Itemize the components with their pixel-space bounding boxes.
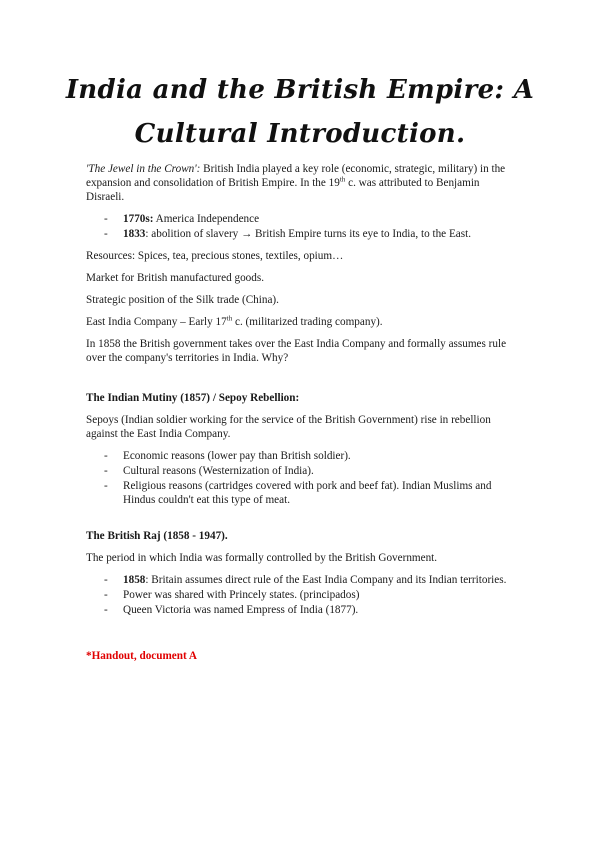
date-label: 1833 (123, 228, 146, 240)
list-item (86, 212, 516, 226)
list-item (86, 227, 516, 241)
title-line-2: Cultural Introduction. (134, 119, 466, 149)
strategic-paragraph: Strategic position of the Silk trade (China). (86, 294, 279, 306)
takeover-paragraph: In 1858 the British government takes over the East India Company and formally assumes rule over the company's territories in India. Why? (86, 338, 507, 364)
intro-text-2: c. was attributed to Benjamin Disraeli. (86, 177, 480, 203)
mutiny-paragraph: Sepoys (Indian soldier working for the service of the British Government) rise in rebellion against the East India Company. (86, 414, 491, 440)
raj-paragraph: The period in which India was formally controlled by the British Government. (86, 552, 438, 564)
title-line-1: India and the British Empire: A (65, 75, 535, 105)
raj-list (86, 573, 516, 617)
company-text-2: c. (militarized trading company). (232, 316, 383, 328)
raj-item-text: Queen Victoria was named Empress of India (1877). (123, 604, 359, 616)
list-item: - Cultural reasons (Westernization of India). (86, 464, 516, 478)
raj-date-label: 1858 (123, 574, 146, 586)
raj-item-text: Power was shared with Princely states. (principados) (123, 589, 360, 601)
company-text-1: East India Company – Early 17 (86, 316, 227, 328)
spacer (86, 515, 516, 529)
list-item (86, 573, 516, 587)
market-paragraph: Market for British manufactured goods. (86, 272, 265, 284)
date-text: : abolition of slavery → British Empire turns its eye to India, to the East. (145, 228, 471, 240)
intro-superscript: th (339, 175, 346, 184)
mutiny-reasons-list (86, 449, 516, 507)
document-body (86, 162, 516, 671)
company-superscript: th (226, 314, 233, 323)
raj-item-text: : Britain assumes direct rule of the East India Company and its Indian territories. (145, 574, 507, 586)
list-item (86, 588, 516, 602)
list-item: - Economic reasons (lower pay than British soldier). (86, 449, 516, 463)
list-item: - Religious reasons (cartridges covered with pork and beef fat). Indian Muslims and Hindus couldn't eat this type of meat. (86, 479, 516, 507)
dates-list (86, 212, 516, 241)
intro-text-1: British India played a key role (economic, strategic, military) in the expansion and consolidation of British Empire. In the 19 (86, 163, 506, 189)
spacer (86, 625, 516, 649)
raj-heading: The British Raj (1858 - 1947). (86, 530, 228, 542)
company-paragraph (86, 315, 516, 329)
intro-paragraph (86, 162, 516, 204)
date-text: America Independence (153, 213, 260, 225)
resources-paragraph: Resources: Spices, tea, precious stones, textiles, opium… (86, 250, 344, 262)
handout-note: *Handout, document A (86, 650, 197, 662)
mutiny-heading: The Indian Mutiny (1857) / Sepoy Rebellion: (86, 392, 300, 404)
list-item (86, 603, 516, 617)
spacer (86, 373, 516, 391)
date-label: 1770s: (123, 213, 154, 225)
intro-quote: 'The Jewel in the Crown': (86, 163, 201, 175)
document-title (60, 68, 540, 156)
